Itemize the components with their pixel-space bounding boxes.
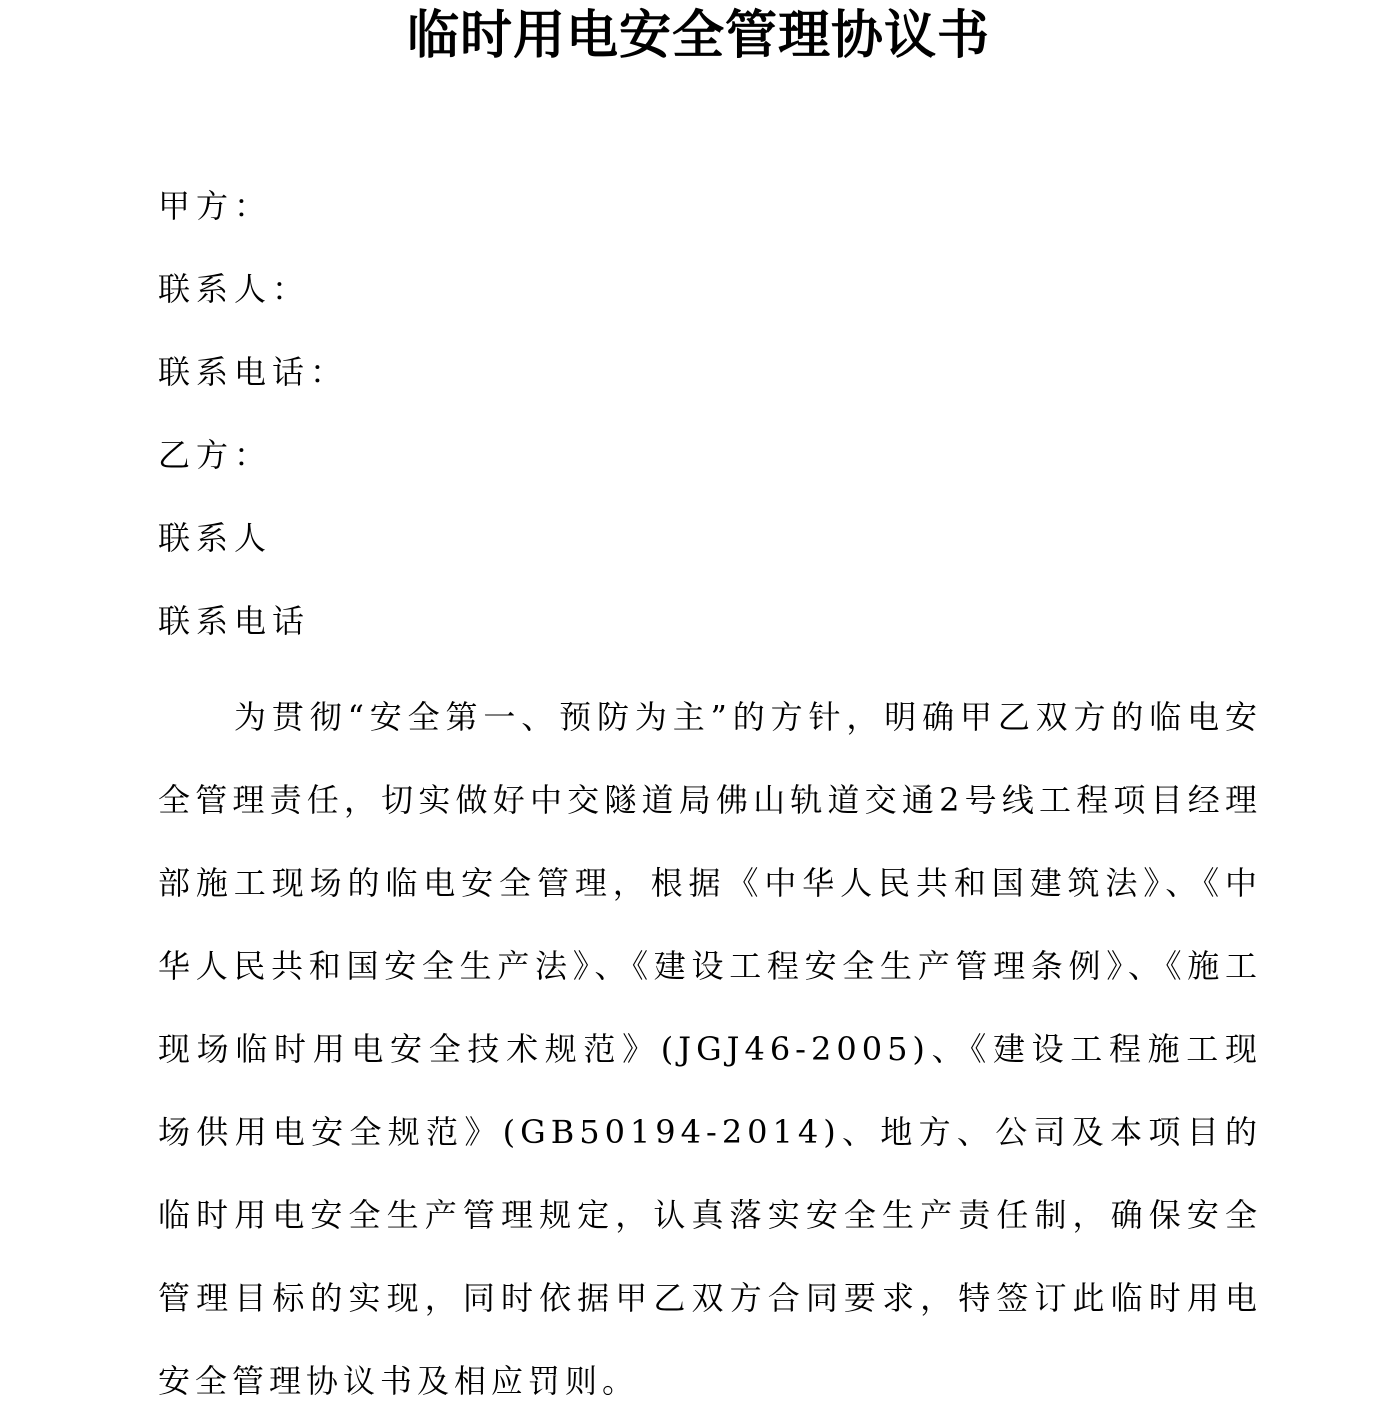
document-title: 临时用电安全管理协议书 — [406, 5, 990, 66]
party-info-list — [158, 180, 348, 678]
agreement-paragraph: 为贯彻“安全第一、预防为主”的方针，明确甲乙双方的临电安全管理责任，切实做好中交隧道局佛山轨道交通2号线工程项目经理部施工现场的临电安全管理，根据《中华人民共和国建筑法》、《中华人民共和国安全生产法》、《建设工程安全生产管理条例》、《施工现场临时用电安全技术规范》(JGJ46-2005)、《建设工程施工现场供用电安全规范》(GB50194-2014)、地方、公司及本项目的临时用电安全生产管理规定，认真落实安全生产责任制，确保安全管理目标的实现，同时依据甲乙双方合同要求，特签订此临时用电安全管理协议书及相应罚则。 — [158, 698, 1262, 1400]
party-b-contact-field: 联系人 — [158, 519, 273, 557]
party-b-phone-field: 联系电话 — [158, 602, 311, 640]
party-a-contact-field: 联系人： — [158, 270, 311, 308]
party-a-field: 甲方： — [158, 187, 273, 225]
party-a-phone-field: 联系电话： — [158, 353, 349, 391]
party-b-field: 乙方： — [158, 436, 273, 474]
